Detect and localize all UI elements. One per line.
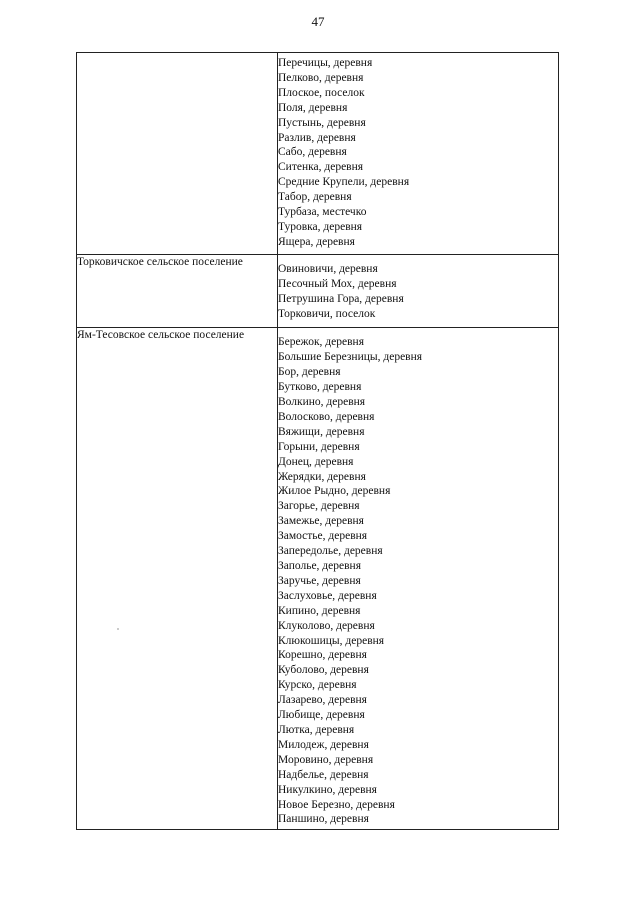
place-list (278, 262, 558, 322)
list-item: Клуколово, деревня (278, 619, 375, 632)
list-item: Петрушина Гора, деревня (278, 292, 404, 305)
list-item: Никулкино, деревня (278, 783, 377, 796)
list-item: Куболово, деревня (278, 664, 369, 677)
list-item: Ящера, деревня (278, 235, 355, 248)
table-row (77, 254, 559, 328)
list-item: Туровка, деревня (278, 220, 363, 233)
list-item: Вяжищи, деревня (278, 425, 365, 438)
list-item: Турбаза, местечко (278, 206, 367, 219)
list-item: Заручье, деревня (278, 574, 361, 587)
list-item: Паншино, деревня (278, 813, 369, 826)
table-row (77, 328, 559, 830)
list-item: Замежье, деревня (278, 515, 364, 528)
places-cell (278, 254, 559, 328)
list-item: Средние Крупели, деревня (278, 176, 410, 189)
list-item: Клюкошицы, деревня (278, 634, 385, 647)
list-item: Корешно, деревня (278, 649, 367, 662)
list-item: Ситенка, деревня (278, 161, 364, 174)
list-item: Овиновичи, деревня (278, 262, 378, 275)
list-item: Поля, деревня (278, 101, 348, 114)
list-item: Жилое Рыдно, деревня (278, 485, 391, 498)
list-item: Песочный Мох, деревня (278, 277, 397, 290)
list-item: Лютка, деревня (278, 723, 355, 736)
list-item: Заслуховье, деревня (278, 589, 377, 602)
list-item: Любище, деревня (278, 709, 365, 722)
list-item: Новое Березно, деревня (278, 798, 395, 811)
list-item: Волосково, деревня (278, 410, 375, 423)
list-item: Заполье, деревня (278, 560, 361, 572)
list-item: Кипино, деревня (278, 604, 361, 617)
list-item: Загорье, деревня (278, 500, 360, 513)
places-cell (278, 328, 559, 830)
list-item: Большие Березницы, деревня (278, 351, 423, 364)
list-item: Бережок, деревня (278, 336, 364, 349)
scan-speck (117, 628, 119, 630)
list-item: Надбелье, деревня (278, 768, 369, 781)
list-item: Горыни, деревня (278, 440, 360, 453)
settlements-table (76, 52, 559, 830)
list-item: Перечицы, деревня (278, 57, 373, 69)
place-list (278, 56, 558, 250)
settlement-cell: Торковичское сельское поселение (77, 254, 278, 328)
list-item: Запередолье, деревня (278, 545, 383, 558)
list-item: Пустынь, деревня (278, 116, 366, 129)
list-item: Донец, деревня (278, 455, 354, 468)
list-item: Торковичи, поселок (278, 307, 376, 320)
page-number: 47 (311, 14, 325, 29)
list-item: Моровино, деревня (278, 753, 374, 766)
list-item: Замостье, деревня (278, 530, 368, 543)
settlement-cell (77, 53, 278, 255)
place-list (278, 335, 558, 827)
places-cell (278, 53, 559, 255)
table-row (77, 53, 559, 255)
list-item: Лазарево, деревня (278, 694, 367, 707)
list-item: Пелково, деревня (278, 71, 364, 84)
list-item: Курско, деревня (278, 679, 357, 692)
settlement-cell: Ям-Тесовское сельское поселение (77, 328, 278, 830)
list-item: Милодеж, деревня (278, 738, 369, 751)
list-item: Волкино, деревня (278, 396, 366, 409)
list-item: Бор, деревня (278, 366, 341, 379)
list-item: Плоское, поселок (278, 86, 365, 99)
list-item: Разлив, деревня (278, 131, 356, 144)
list-item: Жерядки, деревня (278, 470, 366, 483)
list-item: Сабо, деревня (278, 146, 347, 159)
list-item: Табор, деревня (278, 191, 352, 204)
list-item: Бутково, деревня (278, 381, 362, 394)
